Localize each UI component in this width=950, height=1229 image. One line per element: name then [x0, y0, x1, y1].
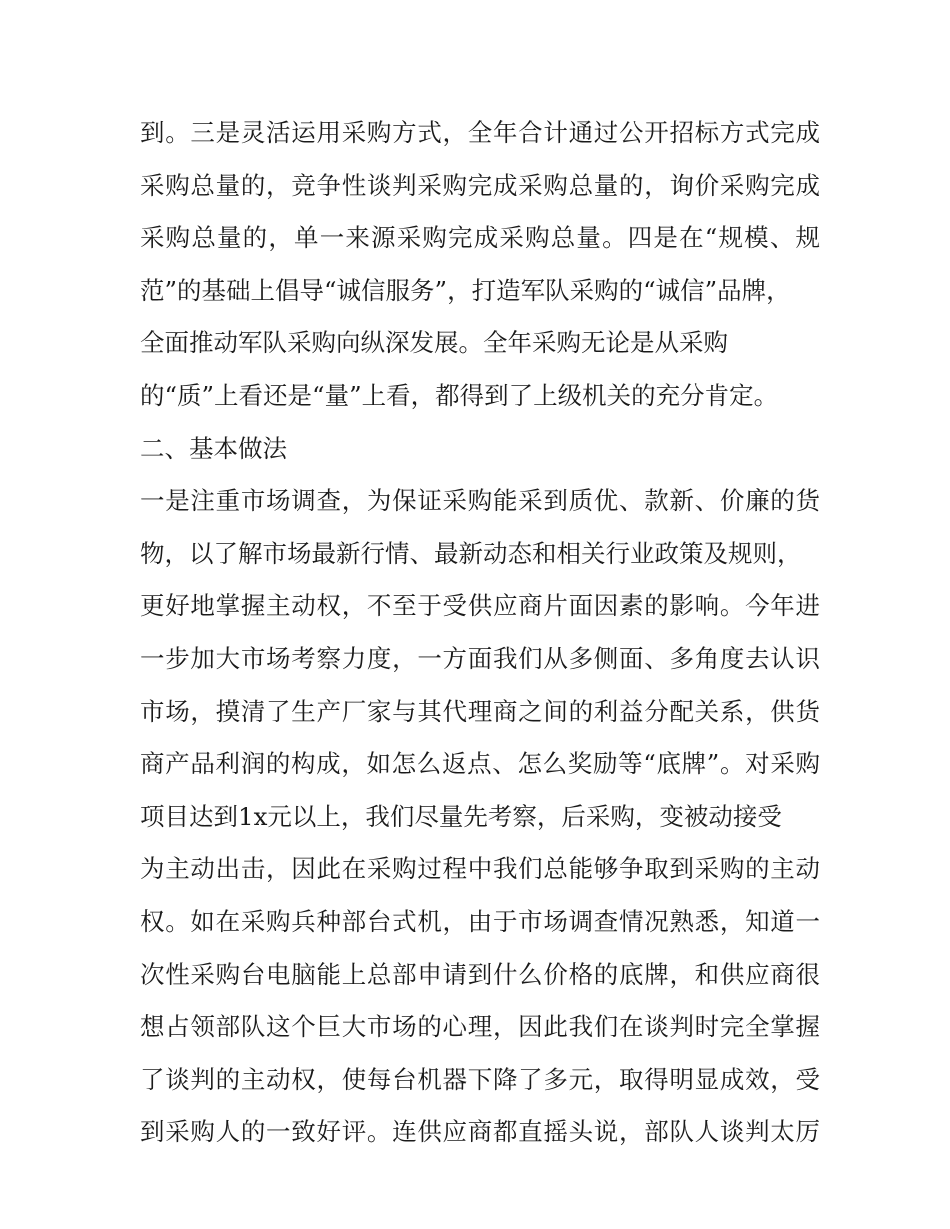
text-line-18: 想占领部队这个巨大市场的心理，因此我们在谈判时完全掌握: [140, 1012, 820, 1042]
text-line-1: 到。三是灵活运用采购方式，全年合计通过公开招标方式完成: [140, 118, 820, 147]
text-line-12: 市场，摸清了生产厂家与其代理商之间的利益分配关系，供货: [140, 696, 820, 726]
text-line-16: 权。如在采购兵种部台式机，由于市场调查情况熟悉，知道一: [140, 906, 820, 936]
text-line-10: 更好地掌握主动权，不至于受供应商片面因素的影响。今年进: [140, 591, 820, 621]
text-line-2: 采购总量的，竞争性谈判采购完成采购总量的，询价采购完成: [140, 170, 820, 200]
text-line-5: 全面推动军队采购向纵深发展。全年采购无论是从采购: [140, 328, 728, 358]
text-line-11: 一步加大市场考察力度，一方面我们从多侧面、多角度去认识: [140, 643, 820, 673]
text-line-13: 商产品利润的构成，如怎么返点、怎么奖励等“底牌”。对采购: [140, 749, 820, 779]
section-heading: 二、基本做法: [140, 433, 287, 463]
text-line-4: 范”的基础上倡导“诚信服务”，打造军队采购的“诚信”品牌，: [140, 275, 791, 305]
text-line-19: 了谈判的主动权，使每台机器下降了多元，取得明显成效，受: [140, 1064, 820, 1094]
text-line-15: 为主动出击，因此在采购过程中我们总能够争取到采购的主动: [140, 854, 820, 884]
text-line-8: 一是注重市场调查，为保证采购能采到质优、款新、价廉的货: [140, 486, 820, 516]
text-line-14: 项目达到1x元以上，我们尽量先考察，后采购，变被动接受: [140, 801, 782, 831]
text-line-9: 物，以了解市场最新行情、最新动态和相关行业政策及规则，: [140, 538, 802, 568]
text-line-17: 次性采购台电脑能上总部申请到什么价格的底牌，和供应商很: [140, 959, 820, 989]
text-line-20: 到采购人的一致好评。连供应商都直摇头说，部队人谈判太厉: [140, 1117, 820, 1147]
text-line-6: 的“质”上看还是“量”上看，都得到了上级机关的充分肯定。: [140, 380, 779, 410]
body-text: [140, 107, 820, 1159]
text-line-3: 采购总量的，单一来源采购完成采购总量。四是在“规模、规: [140, 223, 820, 253]
